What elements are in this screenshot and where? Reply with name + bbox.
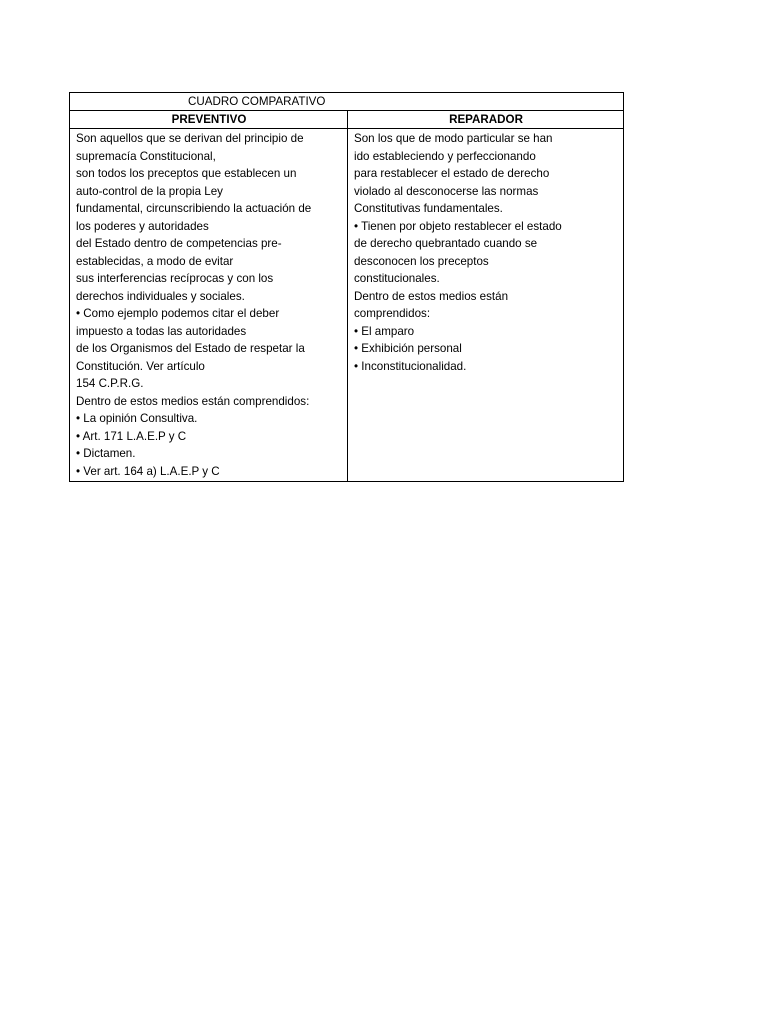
preventivo-line: Constitución. Ver artículo (76, 359, 205, 373)
preventivo-line: sus interferencias recíprocas y con los (76, 272, 274, 285)
reparador-line: • Tienen por objeto restablecer el estado (354, 219, 562, 233)
reparador-line: Constitutivas fundamentales. (354, 202, 503, 215)
cell-preventivo (70, 129, 348, 482)
preventivo-line: los poderes y autoridades (76, 219, 209, 233)
preventivo-line: supremacía Constitucional, (76, 149, 216, 163)
table-header-row (70, 111, 624, 129)
preventivo-line: • La opinión Consultiva. (76, 412, 198, 425)
preventivo-line: son todos los preceptos que establecen un (76, 167, 297, 180)
preventivo-line: fundamental, circunscribiendo la actuación de (76, 202, 312, 215)
reparador-line: ido estableciendo y perfeccionando (354, 149, 536, 163)
reparador-line: • Inconstitucionalidad. (354, 359, 467, 373)
preventivo-line: • Como ejemplo podemos citar el deber (76, 307, 280, 320)
header-reparador: REPARADOR (348, 111, 624, 129)
reparador-line: constitucionales. (354, 272, 440, 285)
reparador-line: comprendidos: (354, 307, 431, 320)
header-preventivo: PREVENTIVO (70, 111, 348, 129)
preventivo-line: • Dictamen. (76, 447, 136, 460)
reparador-line: Son los que de modo particular se han (354, 132, 553, 145)
comparison-table-container (69, 92, 623, 482)
preventivo-line: • Art. 171 L.A.E.P y C (76, 429, 187, 443)
preventivo-line: Dentro de estos medios están comprendidos: (76, 394, 310, 408)
cell-reparador (348, 129, 624, 482)
preventivo-line: auto-control de la propia Ley (76, 184, 223, 198)
preventivo-line: 154 C.P.R.G. (76, 377, 144, 390)
preventivo-line: de los Organismos del Estado de respetar la (76, 342, 305, 355)
preventivo-line: impuesto a todas las autoridades (76, 324, 247, 338)
reparador-line: para restablecer el estado de derecho (354, 167, 550, 180)
reparador-line: • Exhibición personal (354, 342, 462, 355)
reparador-line: • El amparo (354, 324, 415, 338)
table-title-row (70, 93, 624, 111)
table-body-row (70, 129, 624, 482)
preventivo-line: Son aquellos que se derivan del principio de (76, 132, 304, 145)
reparador-line: de derecho quebrantado cuando se (354, 237, 538, 250)
comparison-table (69, 92, 624, 482)
preventivo-line: del Estado dentro de competencias pre- (76, 237, 282, 250)
reparador-line: desconocen los preceptos (354, 254, 489, 268)
reparador-line: Dentro de estos medios están (354, 289, 509, 303)
reparador-line: violado al desconocerse las normas (354, 184, 539, 198)
table-title: CUADRO COMPARATIVO (70, 93, 624, 111)
preventivo-line: establecidas, a modo de evitar (76, 254, 234, 268)
preventivo-line: • Ver art. 164 a) L.A.E.P y C (76, 464, 220, 478)
preventivo-line: derechos individuales y sociales. (76, 289, 245, 303)
